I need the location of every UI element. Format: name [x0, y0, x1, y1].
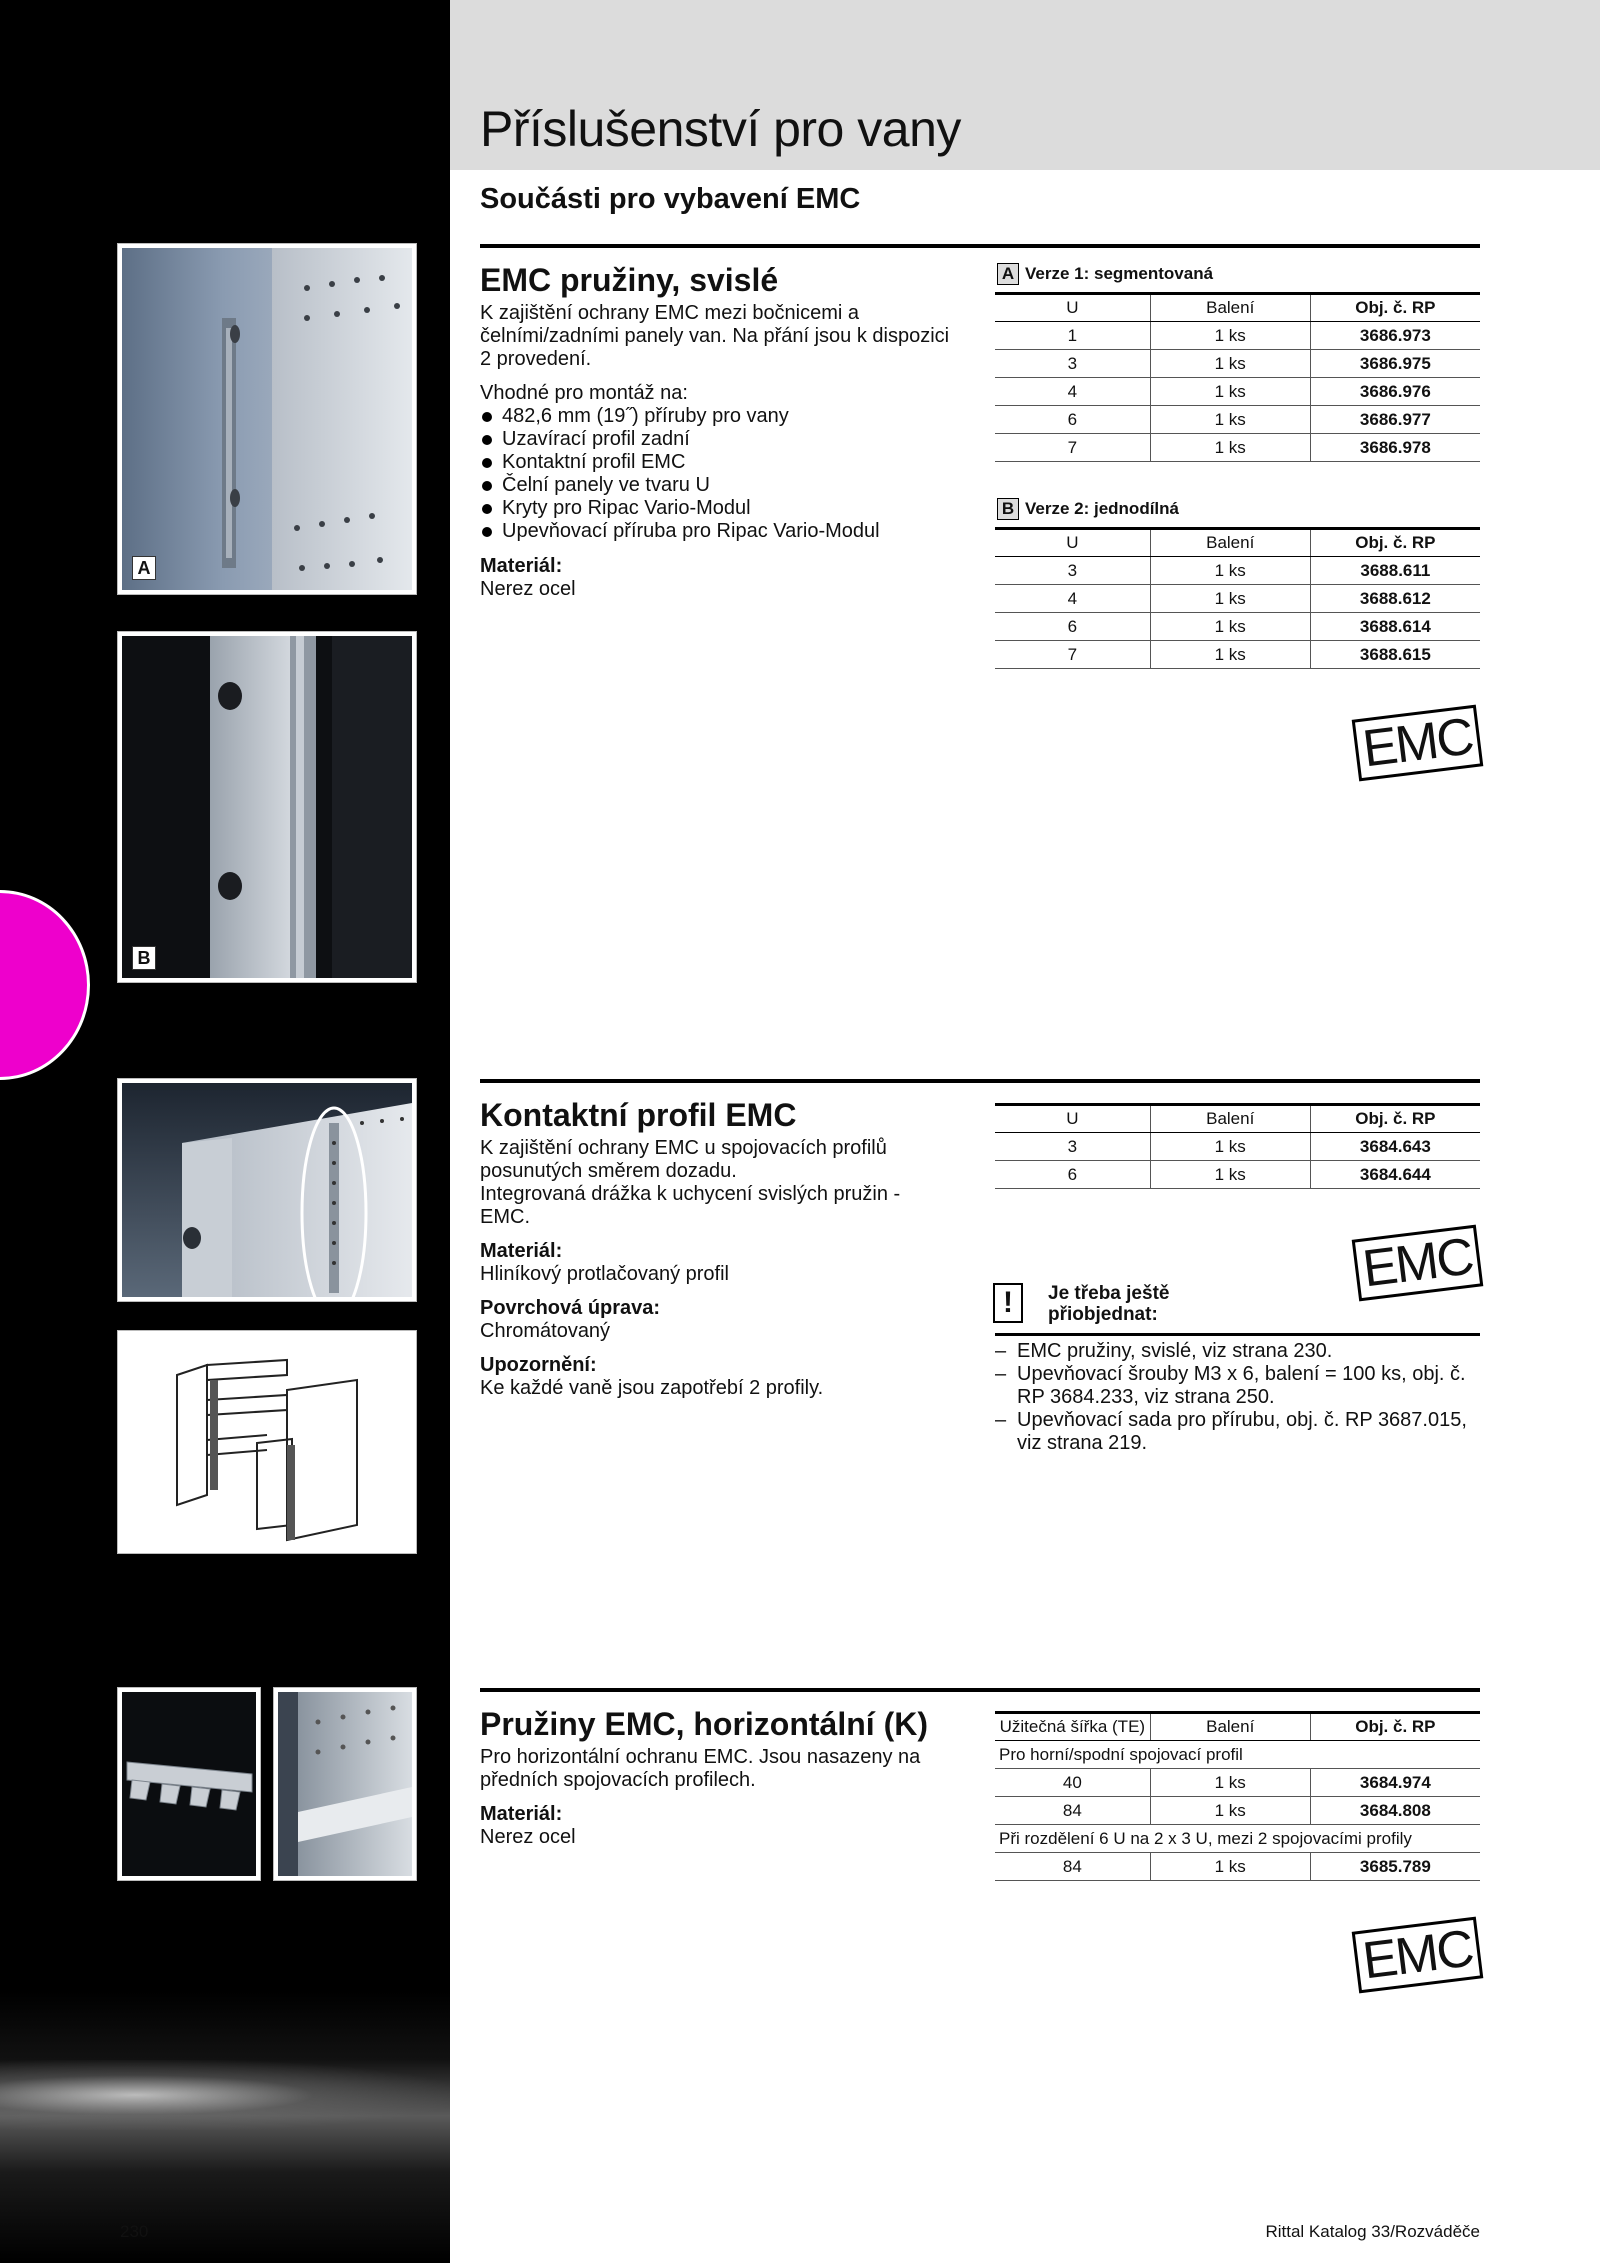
table-cell: 4 [995, 378, 1150, 406]
order-note-title [1048, 1283, 1169, 1325]
side-glow [0, 2060, 450, 2130]
table-header: U [995, 529, 1150, 557]
order-number: 3684.974 [1310, 1769, 1480, 1797]
table-cell: 1 ks [1150, 406, 1310, 434]
table-row [995, 406, 1480, 434]
order-number: 3686.975 [1310, 350, 1480, 378]
table-cell: 1 ks [1150, 434, 1310, 462]
table-cell: 6 [995, 406, 1150, 434]
table-row [995, 641, 1480, 669]
table-cell: 3 [995, 350, 1150, 378]
section1-title: EMC pružiny, svislé [480, 262, 779, 298]
table-cell: 3 [995, 557, 1150, 585]
section2-material: Hliníkový protlačovaný profil [480, 1263, 729, 1285]
photo-horizontal-spring-2 [274, 1688, 416, 1880]
section2-title: Kontaktní profil EMC [480, 1097, 797, 1133]
table-cell: 84 [995, 1797, 1150, 1825]
table-cell: 40 [995, 1769, 1150, 1797]
section2-material-label: Materiál: [480, 1240, 563, 1262]
section3-material: Nerez ocel [480, 1826, 576, 1848]
table-cell: 6 [995, 1161, 1150, 1189]
section1-material-label: Materiál: [480, 555, 563, 577]
table-header: U [995, 294, 1150, 322]
table-row [995, 613, 1480, 641]
order-number: 3684.808 [1310, 1797, 1480, 1825]
table-header: Balení [1150, 294, 1310, 322]
section3-body [480, 1746, 950, 1849]
photo-label-b: B [132, 946, 156, 970]
list-item: Uzavírací profil zadní [480, 428, 950, 451]
list-item: Čelní panely ve tvaru U [480, 474, 950, 497]
table-row [995, 1769, 1480, 1797]
photo-spring-segmented [118, 244, 416, 594]
section-divider [480, 1079, 1480, 1083]
order-number: 3686.976 [1310, 378, 1480, 406]
order-note-title-line1: Je třeba ještě [1048, 1283, 1170, 1304]
table-row [995, 557, 1480, 585]
section2-surface-label: Povrchová úprava: [480, 1297, 661, 1319]
table-cell: 1 ks [1150, 1133, 1310, 1161]
list-item: Kontaktní profil EMC [480, 451, 950, 474]
table-cell: 7 [995, 434, 1150, 462]
table-cell: 1 ks [1150, 641, 1310, 669]
table-header: Obj. č. RP [1310, 294, 1480, 322]
section2-notice: Ke každé vaně jsou zapotřebí 2 profily. [480, 1377, 824, 1399]
table-spring-single [995, 527, 1480, 669]
table-contact-profile [995, 1103, 1480, 1189]
photo-horizontal-spring-2-illustration [278, 1692, 412, 1876]
table-header: Balení [1150, 1105, 1310, 1133]
section2-intro-2: Integrovaná drážka k uchycení svislých pružin -EMC. [480, 1183, 901, 1228]
table-b-caption-text: Verze 2: jednodílná [1025, 499, 1179, 518]
photo-contact-profile [118, 1079, 416, 1301]
order-number: 3686.977 [1310, 406, 1480, 434]
table-group-row [995, 1741, 1480, 1769]
photo-horizontal-spring-1 [118, 1688, 260, 1880]
section1-material: Nerez ocel [480, 578, 576, 600]
emc-stamp: EMC [1352, 1917, 1484, 1994]
section1-bullet-list [480, 405, 950, 543]
section2-intro: K zajištění ochrany EMC u spojovacích profilů posunutých směrem dozadu. [480, 1137, 887, 1182]
table-header: Užitečná šířka (TE) [995, 1713, 1150, 1741]
table-spring-segmented [995, 292, 1480, 462]
order-number: 3688.611 [1310, 557, 1480, 585]
drawing-contact-profile [118, 1331, 416, 1553]
table-cell: 1 ks [1150, 1853, 1310, 1881]
photo-spring-single-illustration [122, 636, 412, 978]
table-cell: 6 [995, 613, 1150, 641]
table-horizontal-spring [995, 1711, 1480, 1881]
order-note-rule [995, 1333, 1480, 1336]
section2-surface: Chromátovaný [480, 1320, 611, 1342]
order-number: 3688.612 [1310, 585, 1480, 613]
table-header: Obj. č. RP [1310, 1713, 1480, 1741]
table-cell: 1 ks [1150, 350, 1310, 378]
section3-intro: Pro horizontální ochranu EMC. Jsou nasazeny na předních spojovacích profilech. [480, 1746, 921, 1791]
page-number: 230 [120, 2222, 149, 2241]
emc-stamp: EMC [1352, 705, 1484, 782]
photo-label-a: A [132, 556, 156, 580]
catalog-name: Rittal Katalog 33/Rozváděče [1265, 2222, 1480, 2241]
section-divider [480, 1688, 1480, 1692]
table-row [995, 378, 1480, 406]
order-note-list [995, 1340, 1480, 1455]
table-cell: 1 ks [1150, 613, 1310, 641]
list-item: – EMC pružiny, svislé, viz strana 230. [995, 1340, 1480, 1363]
table-cell: 1 ks [1150, 378, 1310, 406]
page-subtitle: Součásti pro vybavení EMC [480, 183, 861, 215]
table-cell: 3 [995, 1133, 1150, 1161]
table-cell: 1 ks [1150, 1161, 1310, 1189]
table-header: Obj. č. RP [1310, 529, 1480, 557]
table-cell: 1 ks [1150, 557, 1310, 585]
table-group-label: Pro horní/spodní spojovací profil [995, 1741, 1480, 1769]
order-number: 3685.789 [1310, 1853, 1480, 1881]
order-number: 3688.614 [1310, 613, 1480, 641]
table-row [995, 322, 1480, 350]
section1-intro: K zajištění ochrany EMC mezi bočnicemi a čelními/zadními panely van. Na přání jsou k dispozici 2 provedení. [480, 302, 950, 370]
table-a-caption-text: Verze 1: segmentovaná [1025, 264, 1214, 283]
table-row [995, 350, 1480, 378]
list-item: – Upevňovací sada pro přírubu, obj. č. RP 3687.015, viz strana 219. [995, 1409, 1480, 1455]
section1-suitable-label: Vhodné pro montáž na: [480, 382, 688, 404]
table-a-label: A [997, 263, 1019, 285]
table-cell: 84 [995, 1853, 1150, 1881]
order-number: 3688.615 [1310, 641, 1480, 669]
list-item: 482,6 mm (19˝) příruby pro vany [480, 405, 950, 428]
table-cell: 1 ks [1150, 1797, 1310, 1825]
table-group-label: Při rozdělení 6 U na 2 x 3 U, mezi 2 spojovacími profily [995, 1825, 1480, 1853]
photo-contact-profile-illustration [122, 1083, 412, 1297]
order-note-title-line2: přiobjednat: [1048, 1304, 1158, 1325]
table-cell: 1 ks [1150, 322, 1310, 350]
table-cell: 1 ks [1150, 585, 1310, 613]
table-header: Balení [1150, 1713, 1310, 1741]
section2-body [480, 1137, 950, 1411]
table-row [995, 434, 1480, 462]
table-row [995, 1161, 1480, 1189]
table-header: U [995, 1105, 1150, 1133]
photo-spring-single [118, 632, 416, 982]
table-row [995, 1797, 1480, 1825]
table-b-caption [997, 498, 1179, 520]
table-header: Obj. č. RP [1310, 1105, 1480, 1133]
list-item: – Upevňovací šrouby M3 x 6, balení = 100 ks, obj. č. RP 3684.233, viz strana 250. [995, 1363, 1480, 1409]
table-group-row [995, 1825, 1480, 1853]
list-item: Upevňovací příruba pro Ripac Vario-Modul [480, 520, 950, 543]
section2-notice-label: Upozornění: [480, 1354, 597, 1376]
section3-material-label: Materiál: [480, 1803, 563, 1825]
table-header: Balení [1150, 529, 1310, 557]
section3-title: Pružiny EMC, horizontální (K) [480, 1706, 928, 1742]
section1-body [480, 302, 950, 601]
section-divider [480, 244, 1480, 248]
photo-spring-segmented-illustration [122, 248, 412, 590]
table-cell: 7 [995, 641, 1150, 669]
table-cell: 4 [995, 585, 1150, 613]
emc-stamp: EMC [1352, 1225, 1484, 1302]
table-row [995, 1853, 1480, 1881]
table-cell: 1 ks [1150, 1769, 1310, 1797]
table-row [995, 1133, 1480, 1161]
table-cell: 1 [995, 322, 1150, 350]
drawing-contact-profile-illustration [122, 1335, 412, 1549]
order-number: 3686.973 [1310, 322, 1480, 350]
page-title: Příslušenství pro vany [480, 101, 961, 157]
list-item: Kryty pro Ripac Vario-Modul [480, 497, 950, 520]
order-number: 3684.644 [1310, 1161, 1480, 1189]
table-b-label: B [997, 498, 1019, 520]
exclamation-icon: ! [993, 1283, 1023, 1323]
photo-horizontal-spring-1-illustration [122, 1692, 256, 1876]
order-number: 3684.643 [1310, 1133, 1480, 1161]
table-row [995, 585, 1480, 613]
table-a-caption [997, 263, 1213, 285]
order-number: 3686.978 [1310, 434, 1480, 462]
